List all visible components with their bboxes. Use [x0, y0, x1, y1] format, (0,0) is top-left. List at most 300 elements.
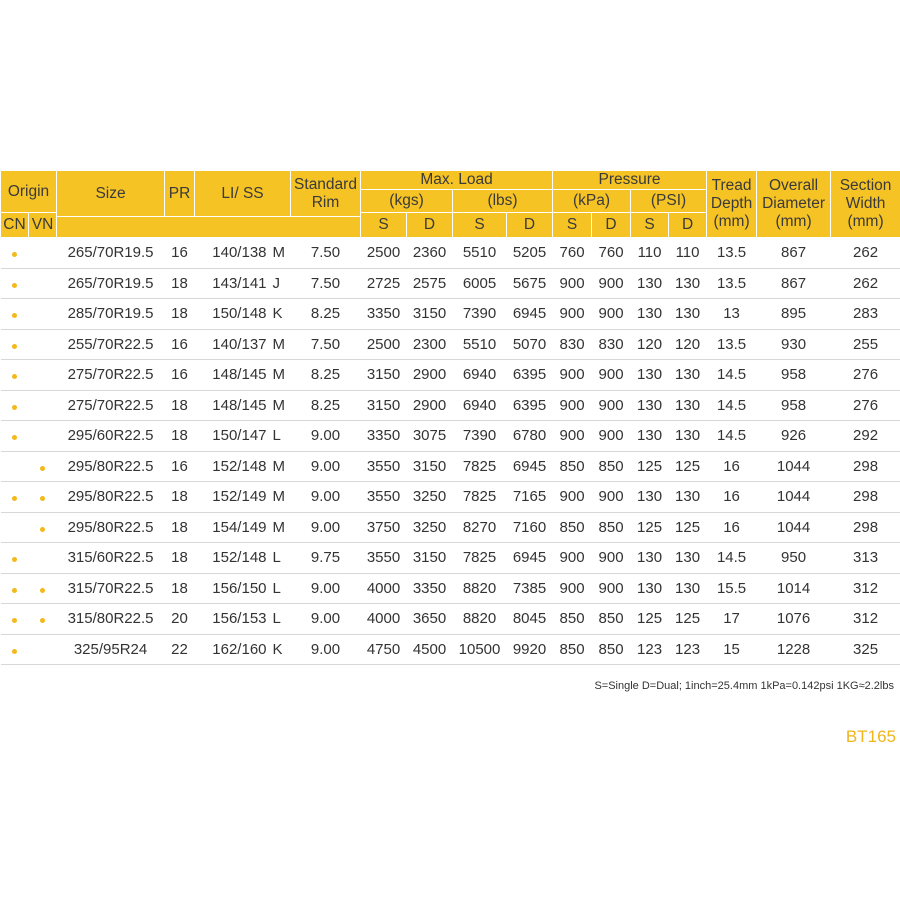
pr-cell: 18	[165, 268, 195, 299]
pressure-psi-single-cell: 130	[631, 573, 669, 604]
ss-cell: M	[271, 451, 291, 482]
li-cell: 156/150	[195, 573, 271, 604]
overall-diameter-cell: 926	[757, 421, 831, 452]
ss-cell: K	[271, 299, 291, 330]
pr-cell: 16	[165, 451, 195, 482]
cn-origin-dot-icon	[12, 313, 17, 318]
pr-cell: 20	[165, 604, 195, 635]
load-kgs-single-cell: 3550	[361, 482, 407, 513]
header-spacer	[57, 217, 361, 238]
load-lbs-dual-cell: 8045	[507, 604, 553, 635]
pressure-psi-dual-cell: 125	[669, 451, 707, 482]
footnote: S=Single D=Dual; 1inch=25.4mm 1kPa=0.142psi 1KG≈2.2lbs	[594, 680, 894, 692]
pressure-psi-single-cell: 130	[631, 299, 669, 330]
pressure-kpa-single-cell: 850	[553, 451, 592, 482]
pressure-kpa-dual-cell: 900	[592, 421, 631, 452]
table-body	[1, 238, 900, 665]
ss-cell: L	[271, 421, 291, 452]
vn-origin-dot-icon	[40, 466, 45, 471]
kgs-d-header: D	[407, 213, 453, 238]
load-lbs-single-cell: 7390	[453, 299, 507, 330]
standard-rim-header: Standard Rim	[291, 171, 361, 217]
cn-origin-dot-icon	[12, 588, 17, 593]
ss-cell: M	[271, 329, 291, 360]
li-cell: 150/148	[195, 299, 271, 330]
psi-d-header: D	[669, 213, 707, 238]
cn-origin-cell	[1, 512, 29, 543]
vn-origin-dot-icon	[40, 527, 45, 532]
pressure-kpa-single-cell: 900	[553, 421, 592, 452]
load-kgs-single-cell: 3750	[361, 512, 407, 543]
origin-header: Origin	[1, 171, 57, 213]
pressure-psi-dual-cell: 125	[669, 604, 707, 635]
pr-cell: 18	[165, 299, 195, 330]
section-width-cell: 262	[831, 238, 900, 269]
load-lbs-single-cell: 6940	[453, 390, 507, 421]
load-lbs-single-cell: 5510	[453, 238, 507, 269]
table-row	[1, 604, 900, 635]
load-kgs-dual-cell: 3075	[407, 421, 453, 452]
load-kgs-single-cell: 4750	[361, 634, 407, 665]
ss-cell: L	[271, 543, 291, 574]
cn-origin-dot-icon	[12, 649, 17, 654]
load-kgs-dual-cell: 3250	[407, 482, 453, 513]
rim-cell: 8.25	[291, 360, 361, 391]
table-row	[1, 634, 900, 665]
li-cell: 150/147	[195, 421, 271, 452]
pressure-kpa-dual-cell: 900	[592, 573, 631, 604]
pressure-kpa-single-cell: 760	[553, 238, 592, 269]
section-width-cell: 255	[831, 329, 900, 360]
rim-cell: 7.50	[291, 268, 361, 299]
li-cell: 162/160	[195, 634, 271, 665]
lbs-header: (lbs)	[453, 190, 553, 213]
pressure-kpa-dual-cell: 760	[592, 238, 631, 269]
load-kgs-single-cell: 4000	[361, 573, 407, 604]
pressure-kpa-single-cell: 850	[553, 512, 592, 543]
load-lbs-dual-cell: 6780	[507, 421, 553, 452]
pressure-kpa-dual-cell: 830	[592, 329, 631, 360]
section-width-cell: 276	[831, 360, 900, 391]
li-cell: 148/145	[195, 390, 271, 421]
pressure-kpa-single-cell: 850	[553, 634, 592, 665]
load-lbs-single-cell: 5510	[453, 329, 507, 360]
size-header: Size	[57, 171, 165, 217]
overall-diameter-cell: 867	[757, 238, 831, 269]
load-lbs-dual-cell: 6395	[507, 390, 553, 421]
load-lbs-dual-cell: 5070	[507, 329, 553, 360]
pr-cell: 16	[165, 329, 195, 360]
load-lbs-dual-cell: 6945	[507, 451, 553, 482]
pressure-psi-dual-cell: 120	[669, 329, 707, 360]
cn-origin-cell	[1, 299, 29, 330]
section-width-cell: 312	[831, 573, 900, 604]
tread-depth-cell: 13.5	[707, 268, 757, 299]
section-width-cell: 262	[831, 268, 900, 299]
size-cell: 315/80R22.5	[57, 604, 165, 635]
vn-origin-cell	[29, 451, 57, 482]
overall-diameter-cell: 958	[757, 390, 831, 421]
load-kgs-dual-cell: 3150	[407, 543, 453, 574]
rim-cell: 9.00	[291, 573, 361, 604]
load-lbs-dual-cell: 5205	[507, 238, 553, 269]
overall-diameter-cell: 930	[757, 329, 831, 360]
pressure-kpa-dual-cell: 900	[592, 482, 631, 513]
tread-depth-cell: 16	[707, 512, 757, 543]
pressure-psi-dual-cell: 130	[669, 390, 707, 421]
load-kgs-dual-cell: 2900	[407, 360, 453, 391]
pr-cell: 16	[165, 238, 195, 269]
cn-origin-dot-icon	[12, 374, 17, 379]
load-lbs-single-cell: 8820	[453, 604, 507, 635]
load-kgs-single-cell: 4000	[361, 604, 407, 635]
tread-depth-cell: 13.5	[707, 329, 757, 360]
kgs-header: (kgs)	[361, 190, 453, 213]
table-row	[1, 543, 900, 574]
pressure-psi-single-cell: 120	[631, 329, 669, 360]
vn-origin-cell	[29, 634, 57, 665]
load-kgs-dual-cell: 2300	[407, 329, 453, 360]
table-row	[1, 360, 900, 391]
pressure-psi-single-cell: 130	[631, 268, 669, 299]
pressure-psi-single-cell: 123	[631, 634, 669, 665]
cn-origin-dot-icon	[12, 557, 17, 562]
ss-cell: K	[271, 634, 291, 665]
pr-cell: 18	[165, 390, 195, 421]
li-cell: 152/149	[195, 482, 271, 513]
load-kgs-single-cell: 3150	[361, 390, 407, 421]
kpa-d-header: D	[592, 213, 631, 238]
section-width-cell: 298	[831, 482, 900, 513]
load-kgs-single-cell: 2500	[361, 238, 407, 269]
rim-cell: 9.00	[291, 451, 361, 482]
load-lbs-single-cell: 7825	[453, 451, 507, 482]
size-cell: 295/60R22.5	[57, 421, 165, 452]
pressure-kpa-dual-cell: 900	[592, 390, 631, 421]
pr-cell: 18	[165, 543, 195, 574]
overall-diameter-cell: 867	[757, 268, 831, 299]
load-kgs-dual-cell: 3150	[407, 451, 453, 482]
li-cell: 143/141	[195, 268, 271, 299]
li-cell: 140/138	[195, 238, 271, 269]
rim-cell: 9.00	[291, 604, 361, 635]
load-kgs-dual-cell: 3350	[407, 573, 453, 604]
pressure-psi-single-cell: 130	[631, 482, 669, 513]
ss-cell: M	[271, 238, 291, 269]
load-lbs-single-cell: 8820	[453, 573, 507, 604]
load-lbs-single-cell: 7825	[453, 482, 507, 513]
kpa-header: (kPa)	[553, 190, 631, 213]
cn-origin-cell	[1, 329, 29, 360]
table-row	[1, 451, 900, 482]
ss-cell: J	[271, 268, 291, 299]
tread-depth-cell: 14.5	[707, 421, 757, 452]
load-kgs-dual-cell: 4500	[407, 634, 453, 665]
cn-origin-cell	[1, 238, 29, 269]
cn-origin-cell	[1, 268, 29, 299]
section-width-cell: 298	[831, 451, 900, 482]
cn-header: CN	[1, 213, 29, 238]
ss-cell: L	[271, 604, 291, 635]
tire-spec-sheet	[0, 170, 900, 665]
load-lbs-single-cell: 6940	[453, 360, 507, 391]
load-lbs-dual-cell: 6945	[507, 299, 553, 330]
pressure-kpa-single-cell: 850	[553, 604, 592, 635]
overall-diameter-cell: 1044	[757, 482, 831, 513]
size-cell: 295/80R22.5	[57, 451, 165, 482]
pressure-kpa-dual-cell: 850	[592, 634, 631, 665]
cn-origin-cell	[1, 482, 29, 513]
pressure-kpa-dual-cell: 900	[592, 543, 631, 574]
pressure-kpa-single-cell: 900	[553, 299, 592, 330]
rim-cell: 9.00	[291, 512, 361, 543]
rim-cell: 8.25	[291, 390, 361, 421]
vn-origin-cell	[29, 329, 57, 360]
load-kgs-dual-cell: 3150	[407, 299, 453, 330]
vn-origin-dot-icon	[40, 588, 45, 593]
pressure-kpa-dual-cell: 900	[592, 360, 631, 391]
pressure-kpa-dual-cell: 850	[592, 451, 631, 482]
vn-origin-cell	[29, 238, 57, 269]
pressure-psi-single-cell: 125	[631, 451, 669, 482]
table-row	[1, 421, 900, 452]
size-cell: 325/95R24	[57, 634, 165, 665]
pressure-kpa-dual-cell: 850	[592, 512, 631, 543]
pr-cell: 18	[165, 512, 195, 543]
pressure-kpa-single-cell: 900	[553, 482, 592, 513]
li-cell: 156/153	[195, 604, 271, 635]
pressure-kpa-dual-cell: 900	[592, 299, 631, 330]
tread-depth-cell: 14.5	[707, 543, 757, 574]
section-width-cell: 276	[831, 390, 900, 421]
pr-cell: 18	[165, 421, 195, 452]
load-lbs-dual-cell: 7385	[507, 573, 553, 604]
pressure-psi-dual-cell: 130	[669, 543, 707, 574]
size-cell: 265/70R19.5	[57, 238, 165, 269]
cn-origin-cell	[1, 573, 29, 604]
li-cell: 140/137	[195, 329, 271, 360]
table-row	[1, 268, 900, 299]
rim-cell: 9.00	[291, 421, 361, 452]
table-header	[1, 171, 900, 238]
section-width-cell: 298	[831, 512, 900, 543]
load-lbs-single-cell: 7390	[453, 421, 507, 452]
tread-depth-cell: 14.5	[707, 390, 757, 421]
load-lbs-dual-cell: 5675	[507, 268, 553, 299]
vn-origin-dot-icon	[40, 618, 45, 623]
li-cell: 148/145	[195, 360, 271, 391]
pr-cell: 22	[165, 634, 195, 665]
cn-origin-dot-icon	[12, 344, 17, 349]
li-cell: 152/148	[195, 451, 271, 482]
table-row	[1, 390, 900, 421]
vn-origin-cell	[29, 543, 57, 574]
cn-origin-cell	[1, 421, 29, 452]
tread-depth-cell: 16	[707, 482, 757, 513]
pr-cell: 18	[165, 482, 195, 513]
rim-cell: 9.75	[291, 543, 361, 574]
pressure-psi-dual-cell: 123	[669, 634, 707, 665]
size-cell: 285/70R19.5	[57, 299, 165, 330]
pressure-psi-single-cell: 125	[631, 604, 669, 635]
page-code: BT165	[845, 727, 896, 746]
section-width-cell: 283	[831, 299, 900, 330]
pressure-psi-dual-cell: 110	[669, 238, 707, 269]
pr-cell: 16	[165, 360, 195, 391]
load-lbs-dual-cell: 7165	[507, 482, 553, 513]
overall-diameter-cell: 1014	[757, 573, 831, 604]
load-kgs-single-cell: 3150	[361, 360, 407, 391]
size-cell: 275/70R22.5	[57, 360, 165, 391]
pressure-psi-dual-cell: 130	[669, 360, 707, 391]
pressure-kpa-dual-cell: 900	[592, 268, 631, 299]
li-cell: 154/149	[195, 512, 271, 543]
size-cell: 315/60R22.5	[57, 543, 165, 574]
size-cell: 295/80R22.5	[57, 482, 165, 513]
size-cell: 265/70R19.5	[57, 268, 165, 299]
load-kgs-dual-cell: 2900	[407, 390, 453, 421]
vn-origin-cell	[29, 299, 57, 330]
vn-origin-cell	[29, 604, 57, 635]
vn-origin-cell	[29, 421, 57, 452]
pressure-kpa-single-cell: 830	[553, 329, 592, 360]
cn-origin-cell	[1, 604, 29, 635]
pr-cell: 18	[165, 573, 195, 604]
rim-cell: 7.50	[291, 238, 361, 269]
cn-origin-dot-icon	[12, 435, 17, 440]
cn-origin-dot-icon	[12, 618, 17, 623]
rim-cell: 9.00	[291, 482, 361, 513]
vn-origin-dot-icon	[40, 496, 45, 501]
overall-diameter-cell: 1228	[757, 634, 831, 665]
psi-s-header: S	[631, 213, 669, 238]
tread-depth-header: Tread Depth (mm)	[707, 171, 757, 238]
pressure-psi-dual-cell: 130	[669, 421, 707, 452]
pressure-psi-dual-cell: 130	[669, 482, 707, 513]
cn-origin-dot-icon	[12, 283, 17, 288]
cn-origin-cell	[1, 543, 29, 574]
overall-diameter-cell: 950	[757, 543, 831, 574]
cn-origin-dot-icon	[12, 405, 17, 410]
size-cell: 315/70R22.5	[57, 573, 165, 604]
load-kgs-single-cell: 3350	[361, 421, 407, 452]
load-kgs-single-cell: 3550	[361, 543, 407, 574]
overall-diameter-cell: 958	[757, 360, 831, 391]
rim-cell: 8.25	[291, 299, 361, 330]
load-kgs-dual-cell: 3650	[407, 604, 453, 635]
vn-origin-cell	[29, 573, 57, 604]
pressure-kpa-single-cell: 900	[553, 268, 592, 299]
size-cell: 275/70R22.5	[57, 390, 165, 421]
pressure-psi-dual-cell: 130	[669, 268, 707, 299]
pressure-psi-dual-cell: 130	[669, 573, 707, 604]
load-kgs-single-cell: 2725	[361, 268, 407, 299]
cn-origin-dot-icon	[12, 496, 17, 501]
table-row	[1, 512, 900, 543]
table-row	[1, 299, 900, 330]
pressure-kpa-dual-cell: 850	[592, 604, 631, 635]
load-kgs-dual-cell: 2360	[407, 238, 453, 269]
load-lbs-dual-cell: 6395	[507, 360, 553, 391]
load-kgs-dual-cell: 3250	[407, 512, 453, 543]
vn-origin-cell	[29, 360, 57, 391]
pressure-psi-single-cell: 125	[631, 512, 669, 543]
tread-depth-cell: 15.5	[707, 573, 757, 604]
cn-origin-dot-icon	[12, 252, 17, 257]
lbs-d-header: D	[507, 213, 553, 238]
pressure-kpa-single-cell: 900	[553, 360, 592, 391]
size-cell: 255/70R22.5	[57, 329, 165, 360]
section-width-cell: 313	[831, 543, 900, 574]
vn-header: VN	[29, 213, 57, 238]
kpa-s-header: S	[553, 213, 592, 238]
load-kgs-single-cell: 3550	[361, 451, 407, 482]
rim-cell: 7.50	[291, 329, 361, 360]
pressure-psi-single-cell: 130	[631, 360, 669, 391]
kgs-s-header: S	[361, 213, 407, 238]
overall-diameter-cell: 1044	[757, 451, 831, 482]
table-row	[1, 329, 900, 360]
max-load-header: Max. Load	[361, 171, 553, 190]
load-lbs-dual-cell: 6945	[507, 543, 553, 574]
ss-cell: M	[271, 512, 291, 543]
load-lbs-single-cell: 6005	[453, 268, 507, 299]
pressure-kpa-single-cell: 900	[553, 573, 592, 604]
cn-origin-cell	[1, 451, 29, 482]
cn-origin-cell	[1, 360, 29, 391]
pressure-kpa-single-cell: 900	[553, 543, 592, 574]
ss-cell: M	[271, 390, 291, 421]
psi-header: (PSI)	[631, 190, 707, 213]
section-width-cell: 312	[831, 604, 900, 635]
ss-cell: L	[271, 573, 291, 604]
cn-origin-cell	[1, 634, 29, 665]
section-width-cell: 325	[831, 634, 900, 665]
load-kgs-single-cell: 3350	[361, 299, 407, 330]
li-cell: 152/148	[195, 543, 271, 574]
tread-depth-cell: 17	[707, 604, 757, 635]
load-kgs-dual-cell: 2575	[407, 268, 453, 299]
li-ss-header: LI/ SS	[195, 171, 291, 217]
table-row	[1, 238, 900, 269]
pressure-psi-single-cell: 130	[631, 421, 669, 452]
overall-diameter-cell: 1044	[757, 512, 831, 543]
vn-origin-cell	[29, 482, 57, 513]
section-width-header: Section Width (mm)	[831, 171, 900, 238]
tread-depth-cell: 13.5	[707, 238, 757, 269]
vn-origin-cell	[29, 268, 57, 299]
tread-depth-cell: 15	[707, 634, 757, 665]
overall-diameter-header: Overall Diameter (mm)	[757, 171, 831, 238]
pressure-kpa-single-cell: 900	[553, 390, 592, 421]
size-cell: 295/80R22.5	[57, 512, 165, 543]
table-row	[1, 482, 900, 513]
tread-depth-cell: 14.5	[707, 360, 757, 391]
vn-origin-cell	[29, 512, 57, 543]
pressure-psi-dual-cell: 130	[669, 299, 707, 330]
overall-diameter-cell: 895	[757, 299, 831, 330]
pressure-psi-single-cell: 130	[631, 543, 669, 574]
tread-depth-cell: 13	[707, 299, 757, 330]
section-width-cell: 292	[831, 421, 900, 452]
rim-cell: 9.00	[291, 634, 361, 665]
pressure-header: Pressure	[553, 171, 707, 190]
pressure-psi-dual-cell: 125	[669, 512, 707, 543]
tire-spec-table	[0, 170, 900, 665]
load-lbs-single-cell: 10500	[453, 634, 507, 665]
pressure-psi-single-cell: 110	[631, 238, 669, 269]
load-kgs-single-cell: 2500	[361, 329, 407, 360]
